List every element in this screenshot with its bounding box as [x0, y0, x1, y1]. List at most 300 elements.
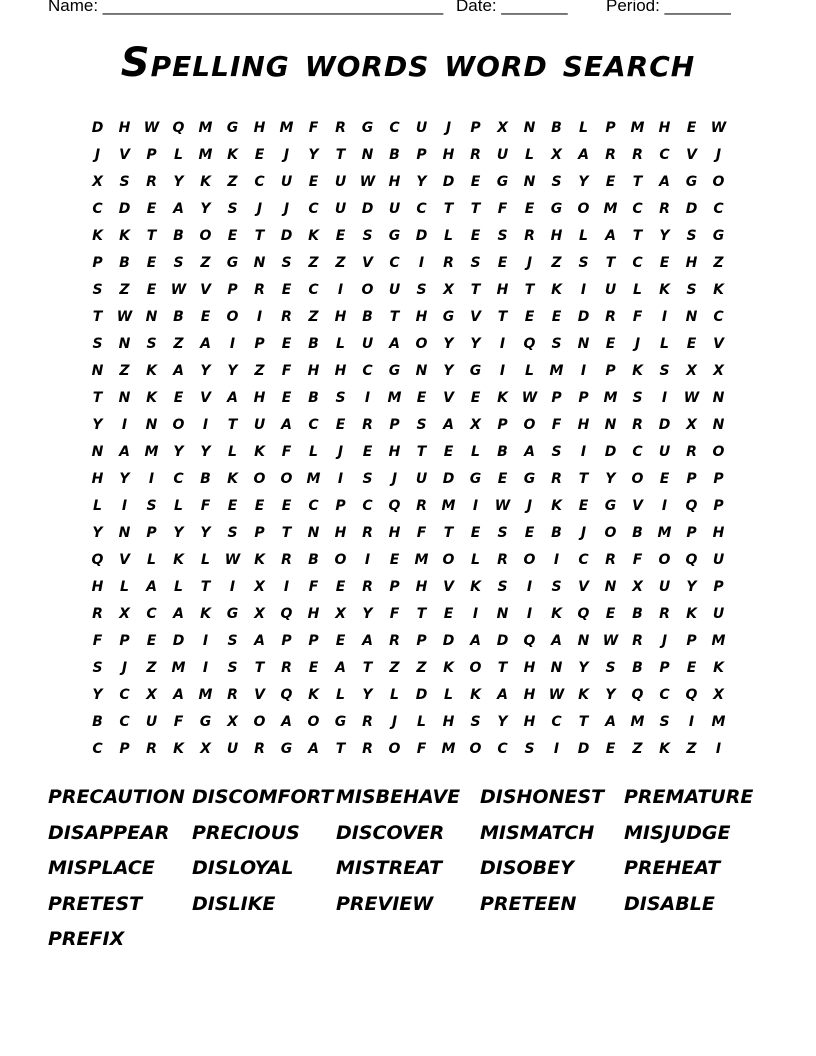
grid-letter[interactable]: M	[657, 524, 672, 541]
grid-letter[interactable]: V	[200, 389, 211, 406]
grid-letter[interactable]: R	[659, 605, 670, 622]
grid-letter[interactable]: I	[337, 470, 344, 487]
grid-letter[interactable]: T	[416, 443, 427, 460]
grid-letter[interactable]: J	[121, 659, 128, 676]
grid-letter[interactable]: O	[415, 335, 428, 352]
grid-letter[interactable]: F	[416, 740, 427, 757]
grid-letter[interactable]: A	[551, 632, 562, 649]
grid-letter[interactable]: K	[173, 551, 184, 568]
grid-letter[interactable]: A	[146, 578, 157, 595]
grid-letter[interactable]: A	[173, 200, 184, 217]
grid-letter[interactable]: Q	[685, 551, 698, 568]
grid-letter[interactable]: Y	[416, 173, 427, 190]
grid-letter[interactable]: S	[92, 335, 103, 352]
grid-letter[interactable]: F	[389, 605, 400, 622]
grid-letter[interactable]: N	[91, 362, 104, 379]
grid-letter[interactable]: Q	[523, 335, 536, 352]
grid-letter[interactable]: Y	[605, 470, 616, 487]
grid-letter[interactable]: E	[146, 632, 157, 649]
grid-letter[interactable]: C	[308, 281, 319, 298]
grid-letter[interactable]: A	[362, 632, 373, 649]
grid-letter[interactable]: B	[200, 470, 211, 487]
grid-letter[interactable]: Y	[308, 146, 319, 163]
grid-letter[interactable]: Q	[388, 497, 401, 514]
grid-letter[interactable]: G	[388, 227, 401, 244]
grid-letter[interactable]: L	[579, 119, 588, 136]
grid-letter[interactable]: E	[335, 416, 346, 433]
grid-letter[interactable]: L	[525, 362, 534, 379]
grid-letter[interactable]: R	[551, 470, 562, 487]
grid-letter[interactable]: O	[469, 740, 482, 757]
grid-letter[interactable]: T	[470, 200, 481, 217]
grid-letter[interactable]: D	[577, 740, 590, 757]
grid-letter[interactable]: O	[253, 713, 266, 730]
grid-letter[interactable]: B	[632, 524, 643, 541]
grid-letter[interactable]: G	[280, 740, 293, 757]
grid-letter[interactable]: R	[497, 551, 508, 568]
grid-letter[interactable]: R	[605, 146, 616, 163]
grid-letter[interactable]: F	[173, 713, 184, 730]
grid-letter[interactable]: N	[577, 632, 590, 649]
grid-letter[interactable]: D	[172, 632, 185, 649]
grid-letter[interactable]: S	[146, 335, 157, 352]
grid-letter[interactable]: C	[632, 200, 643, 217]
grid-letter[interactable]: P	[308, 632, 319, 649]
grid-letter[interactable]: K	[92, 227, 103, 244]
grid-letter[interactable]: R	[254, 281, 265, 298]
grid-letter[interactable]: R	[524, 227, 535, 244]
grid-letter[interactable]: P	[119, 632, 130, 649]
grid-letter[interactable]: Y	[200, 200, 211, 217]
grid-letter[interactable]: X	[335, 605, 346, 622]
grid-letter[interactable]: E	[551, 308, 562, 325]
grid-letter[interactable]: Z	[254, 362, 265, 379]
grid-letter[interactable]: T	[578, 713, 589, 730]
grid-letter[interactable]: S	[227, 524, 238, 541]
grid-letter[interactable]: L	[174, 497, 183, 514]
grid-letter[interactable]: B	[632, 605, 643, 622]
grid-letter[interactable]: Z	[335, 254, 346, 271]
grid-letter[interactable]: S	[227, 659, 238, 676]
grid-letter[interactable]: C	[308, 416, 319, 433]
grid-letter[interactable]: X	[713, 362, 724, 379]
grid-letter[interactable]: C	[119, 713, 130, 730]
grid-letter[interactable]: T	[497, 659, 508, 676]
grid-letter[interactable]: S	[119, 173, 130, 190]
grid-letter[interactable]: S	[659, 713, 670, 730]
grid-letter[interactable]: H	[712, 524, 725, 541]
grid-letter[interactable]: G	[469, 362, 482, 379]
grid-letter[interactable]: T	[92, 308, 103, 325]
grid-letter[interactable]: K	[227, 470, 238, 487]
grid-letter[interactable]: S	[470, 254, 481, 271]
grid-letter[interactable]: I	[661, 389, 668, 406]
grid-letter[interactable]: I	[580, 281, 587, 298]
grid-letter[interactable]: H	[577, 416, 590, 433]
grid-letter[interactable]: S	[659, 362, 670, 379]
grid-letter[interactable]: Y	[200, 362, 211, 379]
grid-letter[interactable]: B	[632, 659, 643, 676]
grid-letter[interactable]: B	[551, 524, 562, 541]
grid-letter[interactable]: E	[497, 470, 508, 487]
grid-letter[interactable]: H	[550, 227, 563, 244]
grid-letter[interactable]: S	[605, 659, 616, 676]
grid-letter[interactable]: C	[389, 254, 400, 271]
grid-letter[interactable]: L	[336, 686, 345, 703]
grid-letter[interactable]: A	[443, 416, 454, 433]
grid-letter[interactable]: Y	[173, 173, 184, 190]
grid-letter[interactable]: P	[146, 524, 157, 541]
grid-letter[interactable]: J	[580, 524, 587, 541]
grid-letter[interactable]: A	[173, 686, 184, 703]
grid-letter[interactable]: D	[280, 227, 293, 244]
grid-letter[interactable]: E	[281, 389, 292, 406]
grid-letter[interactable]: D	[442, 173, 455, 190]
grid-letter[interactable]: C	[659, 146, 670, 163]
grid-letter[interactable]: E	[470, 389, 481, 406]
grid-letter[interactable]: S	[686, 227, 697, 244]
grid-letter[interactable]: H	[523, 686, 536, 703]
grid-letter[interactable]: P	[254, 335, 265, 352]
grid-letter[interactable]: N	[604, 578, 617, 595]
grid-letter[interactable]: G	[496, 173, 509, 190]
grid-letter[interactable]: X	[713, 686, 724, 703]
grid-letter[interactable]: J	[526, 254, 533, 271]
grid-letter[interactable]: B	[308, 551, 319, 568]
grid-letter[interactable]: J	[94, 146, 101, 163]
grid-letter[interactable]: H	[334, 308, 347, 325]
grid-letter[interactable]: Z	[632, 740, 643, 757]
grid-letter[interactable]: S	[227, 632, 238, 649]
grid-letter[interactable]: K	[200, 605, 211, 622]
grid-letter[interactable]: K	[119, 227, 130, 244]
grid-letter[interactable]: W	[359, 173, 376, 190]
grid-letter[interactable]: R	[281, 308, 292, 325]
grid-letter[interactable]: B	[362, 308, 373, 325]
grid-letter[interactable]: B	[173, 308, 184, 325]
grid-letter[interactable]: Y	[173, 443, 184, 460]
grid-letter[interactable]: C	[362, 497, 373, 514]
grid-letter[interactable]: U	[280, 173, 293, 190]
grid-letter[interactable]: M	[387, 389, 402, 406]
grid-letter[interactable]: I	[121, 416, 128, 433]
grid-letter[interactable]: X	[497, 119, 508, 136]
grid-letter[interactable]: F	[632, 308, 643, 325]
grid-letter[interactable]: D	[442, 470, 455, 487]
grid-letter[interactable]: Z	[308, 254, 319, 271]
grid-letter[interactable]: O	[631, 470, 644, 487]
grid-letter[interactable]: S	[173, 254, 184, 271]
grid-letter[interactable]: W	[602, 632, 619, 649]
grid-letter[interactable]: N	[523, 119, 536, 136]
grid-letter[interactable]: V	[119, 146, 130, 163]
grid-letter[interactable]: M	[711, 632, 726, 649]
grid-letter[interactable]: S	[632, 389, 643, 406]
grid-letter[interactable]: D	[496, 632, 509, 649]
grid-letter[interactable]: R	[335, 119, 346, 136]
grid-letter[interactable]: J	[283, 146, 290, 163]
grid-letter[interactable]: O	[577, 200, 590, 217]
grid-letter[interactable]: E	[281, 281, 292, 298]
grid-letter[interactable]: L	[93, 497, 102, 514]
grid-letter[interactable]: N	[685, 308, 698, 325]
grid-letter[interactable]: N	[712, 389, 725, 406]
grid-letter[interactable]: E	[308, 659, 319, 676]
grid-letter[interactable]: H	[118, 119, 131, 136]
grid-letter[interactable]: S	[227, 200, 238, 217]
grid-letter[interactable]: G	[226, 254, 239, 271]
grid-letter[interactable]: P	[497, 416, 508, 433]
grid-letter[interactable]: J	[526, 497, 533, 514]
grid-letter[interactable]: A	[389, 335, 400, 352]
grid-letter[interactable]: N	[712, 416, 725, 433]
grid-letter[interactable]: E	[470, 227, 481, 244]
grid-letter[interactable]: M	[144, 443, 159, 460]
grid-letter[interactable]: G	[712, 227, 725, 244]
grid-letter[interactable]: E	[443, 443, 454, 460]
grid-letter[interactable]: Q	[280, 686, 293, 703]
grid-letter[interactable]: J	[634, 335, 641, 352]
grid-letter[interactable]: S	[551, 173, 562, 190]
grid-letter[interactable]: H	[388, 443, 401, 460]
grid-letter[interactable]: R	[281, 551, 292, 568]
grid-letter[interactable]: S	[92, 659, 103, 676]
grid-letter[interactable]: P	[686, 524, 697, 541]
grid-letter[interactable]: Z	[416, 659, 427, 676]
grid-letter[interactable]: Y	[605, 686, 616, 703]
grid-letter[interactable]: R	[659, 200, 670, 217]
grid-letter[interactable]: I	[499, 362, 506, 379]
grid-letter[interactable]: Q	[91, 551, 104, 568]
grid-letter[interactable]: P	[416, 146, 427, 163]
grid-letter[interactable]: O	[307, 713, 320, 730]
grid-letter[interactable]: D	[361, 200, 374, 217]
grid-letter[interactable]: Z	[119, 362, 130, 379]
grid-letter[interactable]: O	[604, 524, 617, 541]
grid-letter[interactable]: E	[497, 254, 508, 271]
grid-letter[interactable]: Q	[280, 605, 293, 622]
grid-letter[interactable]: Y	[200, 443, 211, 460]
grid-letter[interactable]: L	[390, 686, 399, 703]
grid-letter[interactable]: S	[281, 254, 292, 271]
grid-letter[interactable]: J	[715, 146, 722, 163]
grid-letter[interactable]: I	[229, 578, 236, 595]
grid-letter[interactable]: P	[146, 146, 157, 163]
grid-letter[interactable]: K	[497, 389, 508, 406]
grid-letter[interactable]: T	[146, 227, 157, 244]
grid-letter[interactable]: L	[147, 551, 156, 568]
grid-letter[interactable]: Y	[227, 362, 238, 379]
grid-letter[interactable]: S	[686, 281, 697, 298]
grid-letter[interactable]: Q	[577, 605, 590, 622]
grid-letter[interactable]: O	[712, 173, 725, 190]
grid-letter[interactable]: L	[444, 227, 453, 244]
grid-letter[interactable]: W	[116, 308, 133, 325]
grid-letter[interactable]: T	[443, 524, 454, 541]
grid-letter[interactable]: E	[686, 335, 697, 352]
grid-letter[interactable]: M	[603, 389, 618, 406]
grid-letter[interactable]: Z	[173, 335, 184, 352]
grid-letter[interactable]: V	[362, 254, 373, 271]
grid-letter[interactable]: S	[362, 470, 373, 487]
grid-letter[interactable]: K	[308, 686, 319, 703]
grid-letter[interactable]: V	[443, 578, 454, 595]
grid-letter[interactable]: R	[281, 659, 292, 676]
grid-letter[interactable]: S	[335, 389, 346, 406]
grid-letter[interactable]: Q	[523, 632, 536, 649]
grid-letter[interactable]: E	[443, 605, 454, 622]
grid-letter[interactable]: U	[712, 551, 725, 568]
grid-letter[interactable]: F	[92, 632, 103, 649]
grid-letter[interactable]: R	[389, 632, 400, 649]
grid-letter[interactable]: K	[173, 740, 184, 757]
grid-letter[interactable]: R	[632, 416, 643, 433]
grid-letter[interactable]: H	[388, 524, 401, 541]
grid-letter[interactable]: O	[442, 551, 455, 568]
grid-letter[interactable]: G	[361, 119, 374, 136]
grid-letter[interactable]: H	[91, 470, 104, 487]
grid-letter[interactable]: S	[497, 524, 508, 541]
grid-letter[interactable]: V	[443, 389, 454, 406]
grid-letter[interactable]: E	[173, 389, 184, 406]
grid-letter[interactable]: W	[548, 686, 565, 703]
grid-letter[interactable]: U	[658, 443, 671, 460]
grid-letter[interactable]: H	[685, 254, 698, 271]
grid-letter[interactable]: I	[580, 443, 587, 460]
grid-letter[interactable]: E	[146, 281, 157, 298]
grid-letter[interactable]: X	[551, 146, 562, 163]
grid-letter[interactable]: G	[388, 362, 401, 379]
grid-letter[interactable]: D	[658, 416, 671, 433]
grid-letter[interactable]: Y	[173, 524, 184, 541]
grid-letter[interactable]: F	[551, 416, 562, 433]
grid-letter[interactable]: L	[660, 335, 669, 352]
grid-letter[interactable]: Q	[685, 497, 698, 514]
grid-letter[interactable]: E	[686, 119, 697, 136]
grid-letter[interactable]: L	[525, 146, 534, 163]
grid-letter[interactable]: C	[119, 686, 130, 703]
grid-letter[interactable]: I	[499, 335, 506, 352]
grid-letter[interactable]: N	[118, 335, 131, 352]
grid-letter[interactable]: F	[632, 551, 643, 568]
grid-letter[interactable]: P	[254, 524, 265, 541]
grid-letter[interactable]: C	[92, 200, 103, 217]
grid-letter[interactable]: O	[712, 443, 725, 460]
grid-letter[interactable]: U	[496, 146, 509, 163]
grid-letter[interactable]: B	[173, 227, 184, 244]
grid-letter[interactable]: X	[227, 713, 238, 730]
grid-letter[interactable]: I	[553, 740, 560, 757]
grid-letter[interactable]: O	[334, 551, 347, 568]
grid-letter[interactable]: W	[521, 389, 538, 406]
grid-letter[interactable]: L	[579, 227, 588, 244]
grid-letter[interactable]: D	[118, 200, 131, 217]
grid-letter[interactable]: N	[307, 524, 320, 541]
grid-letter[interactable]: T	[200, 578, 211, 595]
grid-letter[interactable]: Z	[713, 254, 724, 271]
grid-letter[interactable]: A	[173, 362, 184, 379]
grid-letter[interactable]: R	[632, 632, 643, 649]
grid-letter[interactable]: O	[280, 470, 293, 487]
grid-letter[interactable]: B	[308, 389, 319, 406]
grid-letter[interactable]: N	[577, 335, 590, 352]
grid-letter[interactable]: V	[119, 551, 130, 568]
grid-letter[interactable]: G	[226, 119, 239, 136]
grid-letter[interactable]: T	[254, 227, 265, 244]
grid-letter[interactable]: R	[416, 497, 427, 514]
grid-letter[interactable]: Y	[362, 605, 373, 622]
grid-letter[interactable]: K	[551, 281, 562, 298]
grid-letter[interactable]: K	[713, 281, 724, 298]
grid-letter[interactable]: K	[470, 686, 481, 703]
grid-letter[interactable]: Z	[551, 254, 562, 271]
grid-letter[interactable]: Y	[686, 578, 697, 595]
grid-letter[interactable]: C	[659, 686, 670, 703]
grid-letter[interactable]: I	[472, 497, 479, 514]
grid-letter[interactable]: P	[659, 659, 670, 676]
grid-letter[interactable]: U	[226, 740, 239, 757]
grid-letter[interactable]: Q	[172, 119, 185, 136]
grid-letter[interactable]: G	[442, 308, 455, 325]
grid-letter[interactable]: R	[146, 173, 157, 190]
grid-letter[interactable]: K	[227, 146, 238, 163]
grid-letter[interactable]: M	[441, 740, 456, 757]
grid-letter[interactable]: C	[389, 119, 400, 136]
grid-letter[interactable]: A	[524, 443, 535, 460]
grid-letter[interactable]: R	[254, 740, 265, 757]
grid-letter[interactable]: E	[605, 173, 616, 190]
grid-letter[interactable]: I	[337, 281, 344, 298]
grid-letter[interactable]: U	[388, 281, 401, 298]
grid-letter[interactable]: B	[497, 443, 508, 460]
grid-letter[interactable]: A	[254, 632, 265, 649]
grid-letter[interactable]: B	[308, 335, 319, 352]
grid-letter[interactable]: E	[227, 227, 238, 244]
grid-letter[interactable]: E	[362, 443, 373, 460]
grid-letter[interactable]: D	[685, 200, 698, 217]
grid-letter[interactable]: R	[362, 740, 373, 757]
grid-letter[interactable]: U	[604, 281, 617, 298]
grid-letter[interactable]: E	[470, 524, 481, 541]
grid-letter[interactable]: T	[443, 200, 454, 217]
grid-letter[interactable]: L	[120, 578, 129, 595]
grid-letter[interactable]: R	[605, 551, 616, 568]
grid-letter[interactable]: O	[361, 281, 374, 298]
grid-letter[interactable]: X	[254, 605, 265, 622]
grid-letter[interactable]: E	[605, 740, 616, 757]
grid-letter[interactable]: K	[551, 605, 562, 622]
grid-letter[interactable]: H	[307, 605, 320, 622]
grid-letter[interactable]: M	[279, 119, 294, 136]
grid-letter[interactable]: P	[470, 119, 481, 136]
grid-letter[interactable]: I	[202, 632, 209, 649]
grid-letter[interactable]: D	[442, 632, 455, 649]
grid-letter[interactable]: P	[119, 740, 130, 757]
grid-letter[interactable]: C	[308, 497, 319, 514]
grid-letter[interactable]: A	[659, 173, 670, 190]
grid-letter[interactable]: B	[92, 713, 103, 730]
grid-letter[interactable]: L	[201, 551, 210, 568]
grid-letter[interactable]: E	[254, 146, 265, 163]
grid-letter[interactable]: S	[551, 335, 562, 352]
grid-letter[interactable]: V	[578, 578, 589, 595]
grid-letter[interactable]: A	[605, 227, 616, 244]
grid-letter[interactable]: V	[713, 335, 724, 352]
grid-letter[interactable]: F	[416, 524, 427, 541]
grid-letter[interactable]: Z	[308, 308, 319, 325]
grid-letter[interactable]: E	[389, 551, 400, 568]
grid-letter[interactable]: K	[551, 497, 562, 514]
